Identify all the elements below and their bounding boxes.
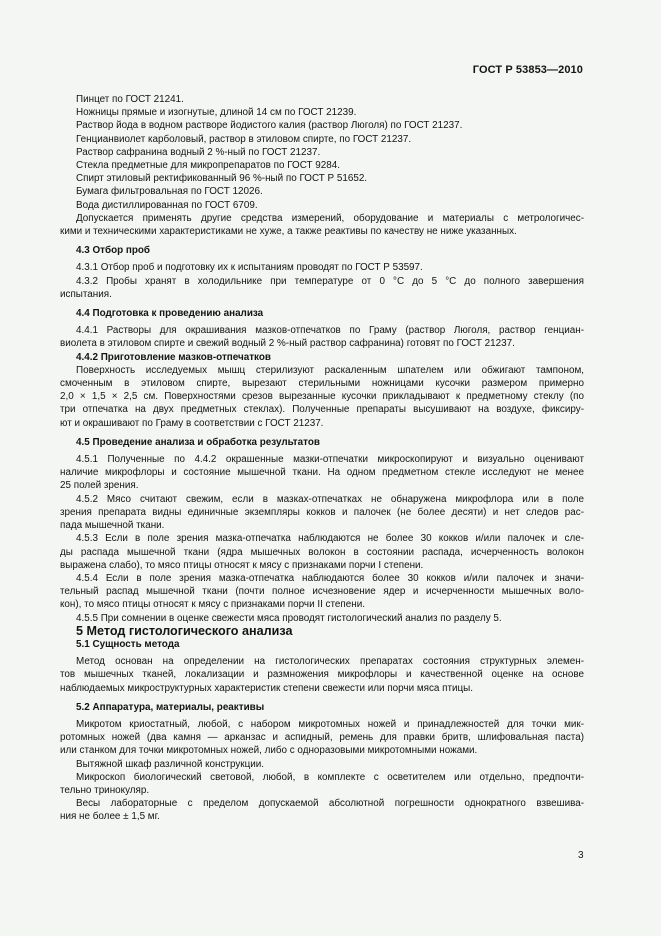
paragraph-line: тов мышечных тканей, локализации и размножения микрофлоры и качественной оценке на основе [60,669,584,681]
paragraph-line: ют и окрашивают по Граму в соответствии с ГОСТ 21237. [60,417,324,429]
list-item: Ножницы прямые и изогнутые, длиной 14 см по ГОСТ 21239. [76,107,357,119]
document-header: ГОСТ Р 53853—2010 [472,64,583,76]
list-item: Генцианвиолет карболовый, раствор в этиловом спирте, по ГОСТ 21237. [76,133,412,145]
paragraph-line: ды распада мышечной ткани (ядра мышечных волокон в состоянии распада, исчерченность волокон [60,546,584,558]
paragraph-line: наличие микрофлоры и состояние мышечной ткани. На одном предметном стекле исследуют не менее [60,467,584,479]
paragraph-line: 4.3.2 Пробы хранят в холодильнике при температуре от 0 °С до 5 °С до полного завершения [76,275,584,287]
paragraph-line: ния не более ± 1,5 мг. [60,811,160,823]
paragraph-line: тельный распад мышечной ткани (почти полное исчезновение ядер и исчерченности мышечных воло- [60,586,584,598]
paragraph-line: Метод основан на определении на гистологических препаратах состояния структурных элемен- [76,656,584,668]
paragraph-line: 4.5.2 Мясо считают свежим, если в мазках-отпечатках не обнаружена микрофлора или в поле [76,493,584,505]
paragraph-line: Допускается применять другие средства измерений, оборудование и материалы с метрологичес- [76,212,584,224]
paragraph-line: 4.5.5 При сомнении в оценке свежести мяса проводят гистологический анализ по разделу 5. [76,612,502,624]
section-heading-5-1: 5.1 Сущность метода [76,638,180,650]
paragraph-line: 4.5.4 Если в поле зрения мазка-отпечатка наблюдаются более 30 кокков и/или палочек и значи- [76,572,584,584]
paragraph-line: 4.5.3 Если в поле зрения мазка-отпечатка наблюдаются не более 30 кокков и/или палочек и сле- [76,533,584,545]
section-heading-4-5: 4.5 Проведение анализа и обработка результатов [76,436,320,448]
paragraph-line: выражена слабо), то мясо птицы относят к мясу с признаками порчи I степени. [60,559,424,571]
paragraph-line: Вытяжной шкаф различной конструкции. [76,758,265,770]
paragraph-line: виолета в этиловом спирте и свежий водный 2 %-ный раствор сафранина) готовят по ГОСТ 21237. [60,338,515,350]
paragraph-line: зрения препарата видны единичные экземпляры кокков и палочек (не более десяти) и нет следов рас- [60,506,584,518]
section-heading-5-2: 5.2 Аппаратура, материалы, реактивы [76,701,265,713]
paragraph-line: смоченным в этиловом спирте, вырезают стерильными ножницами кусочки размером примерно [60,378,584,390]
paragraph-line: 25 полей зрения. [60,480,139,492]
paragraph-line: Микротом криостатный, любой, с набором микротомных ножей и принадлежностей для точки мик- [76,718,584,730]
paragraph-line: испытания. [60,288,112,300]
section-heading-4-4: 4.4 Подготовка к проведению анализа [76,308,264,320]
section-heading-5: 5 Метод гистологического анализа [76,623,293,638]
list-item: Бумага фильтровальная по ГОСТ 12026. [76,186,263,198]
list-item: Вода дистиллированная по ГОСТ 6709. [76,199,258,211]
paragraph-line: 4.4.1 Растворы для окрашивания мазков-отпечатков по Граму (раствор Люголя, раствор генциан- [76,325,584,337]
paragraph-line: Весы лабораторные с пределом допускаемой абсолютной погрешности однократного взвешива- [76,798,584,810]
paragraph-line: 4.5.1 Полученные по 4.4.2 окрашенные мазки-отпечатки микроскопируют и визуально оценивают [76,454,584,466]
paragraph-line: Микроскоп биологический световой, любой, в комплекте с осветителем или отдельно, предпочти- [76,771,584,783]
list-item: Спирт этиловый ректификованный 96 %-ный по ГОСТ Р 51652. [76,173,368,185]
subsection-heading-4-4-2: 4.4.2 Приготовление мазков-отпечатков [76,351,271,363]
list-item: Раствор сафранина водный 2 %-ный по ГОСТ 21237. [76,146,321,158]
paragraph-line: три отпечатка на двух предметных стеклах). Полученные препараты высушивают на воздухе, фиксиру- [60,404,584,416]
paragraph-line: 4.3.1 Отбор проб и подготовку их к испытаниям проводят по ГОСТ Р 53597. [76,262,423,274]
paragraph-line: кими и техническими характеристиками не хуже, а также реактивы по качеству не ниже указанных. [60,226,517,238]
paragraph-line: тельно тринокуляр. [60,784,150,796]
paragraph-line: 2,0 × 1,5 × 2,5 см. Поверхностями срезов вырезанные кусочки прикладывают к предметному стеклу (по [60,391,584,403]
paragraph-line: пада мышечной ткани. [60,520,165,532]
paragraph-line: кон), то мясо птицы относят к мясу с признаками порчи II степени. [60,599,365,611]
page-number: 3 [578,850,584,861]
paragraph-line: наблюдаемых микроструктурных характеристик степени свежести или порчи мяса птицы. [60,682,474,694]
list-item: Стекла предметные для микропрепаратов по ГОСТ 9284. [76,160,341,172]
paragraph-line: ротомных ножей (два камня — арканзас и аспидный, ремень для правки бритв, шлифовальная паста) [60,732,584,744]
section-heading-4-3: 4.3 Отбор проб [76,245,151,257]
paragraph-line: Поверхность исследуемых мышц стерилизуют раскаленным шпателем или обжигают тампоном, [76,364,584,376]
document-body [60,93,584,824]
paragraph-line: или станком для точки микротомных ножей, либо с одноразовыми микротомными ножами. [60,745,478,757]
list-item: Раствор йода в водном растворе йодистого калия (раствор Люголя) по ГОСТ 21237. [76,120,463,132]
list-item: Пинцет по ГОСТ 21241. [76,94,184,105]
